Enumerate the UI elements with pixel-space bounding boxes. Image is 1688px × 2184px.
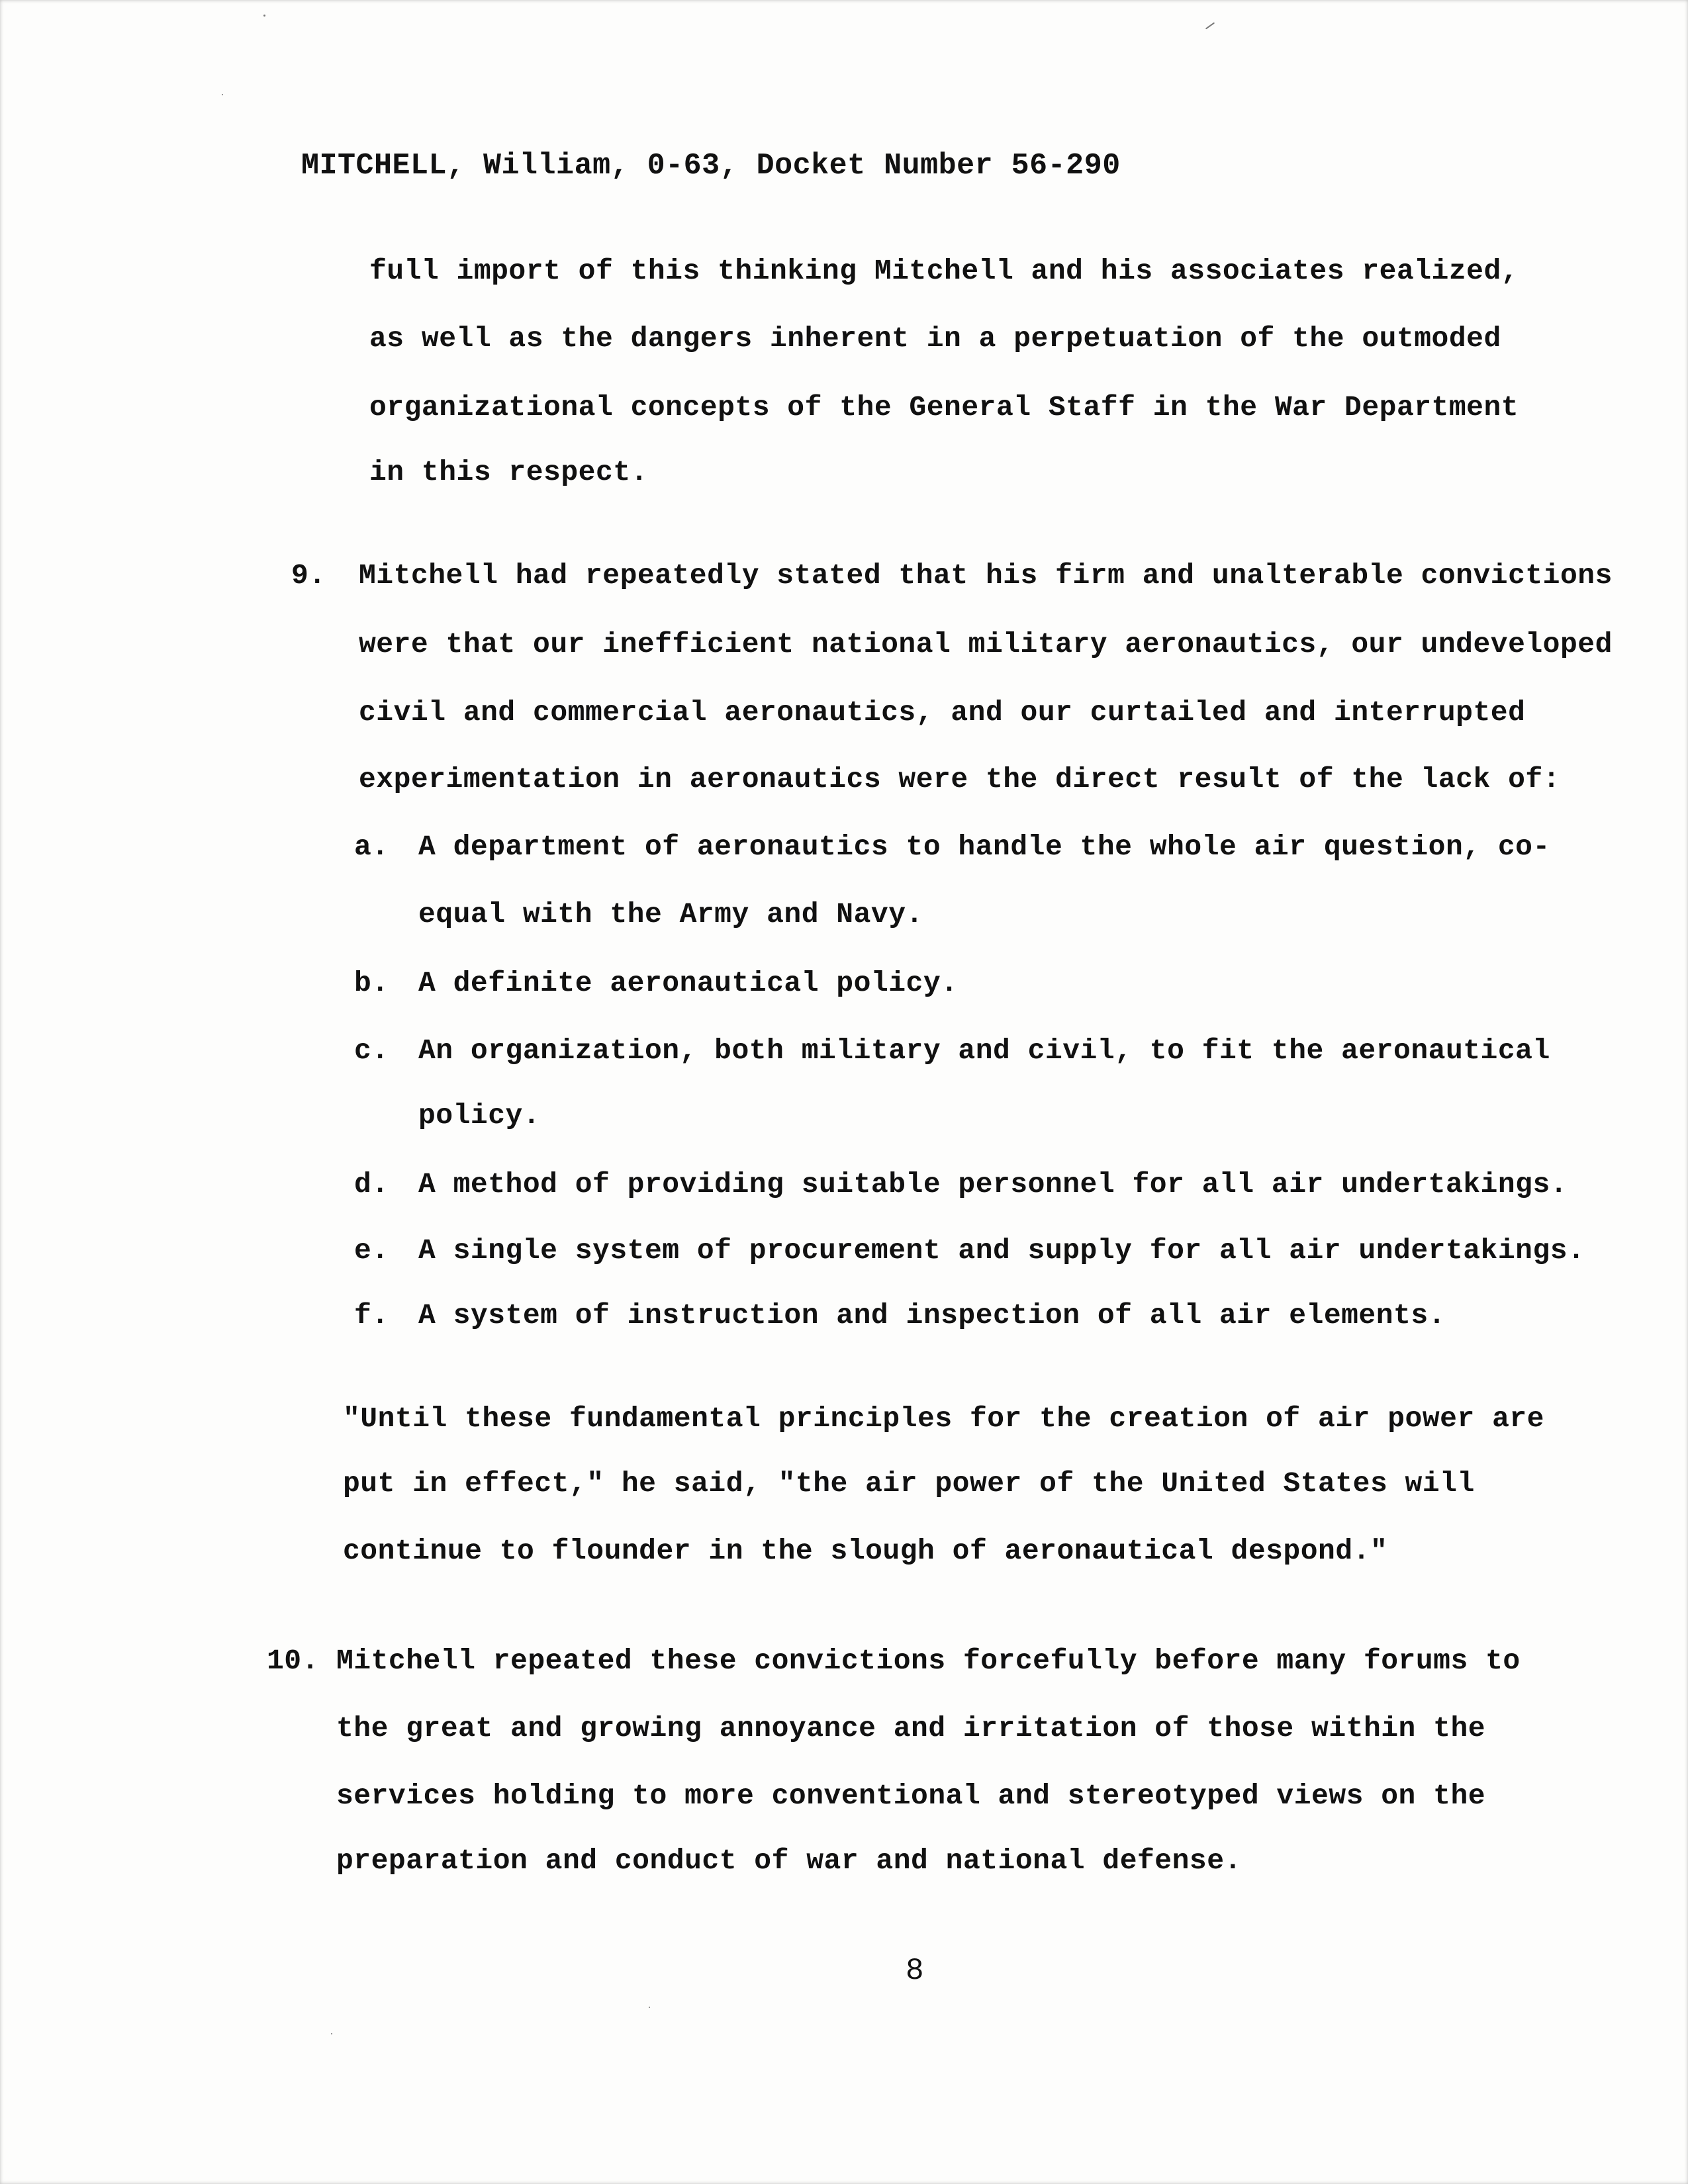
continuation-line-3: organizational concepts of the General Staff in the War Department	[369, 391, 1519, 424]
scan-speck	[331, 2033, 332, 2034]
paragraph-9-line-2: were that our inefficient national military aeronautics, our undeveloped	[359, 628, 1613, 660]
scan-speck	[1205, 23, 1215, 30]
paragraph-9-line-4: experimentation in aeronautics were the direct result of the lack of:	[359, 763, 1560, 796]
item-c-line-2: policy.	[418, 1099, 541, 1132]
continuation-line-2: as well as the dangers inherent in a perpetuation of the outmoded	[369, 322, 1501, 355]
paragraph-10-line-2: the great and growing annoyance and irritation of those within the	[336, 1712, 1486, 1745]
item-d-line-1: A method of providing suitable personnel for all air undertakings.	[418, 1168, 1568, 1201]
item-e-line-1: A single system of procurement and supply for all air undertakings.	[418, 1234, 1585, 1267]
paragraph-9-number: 9.	[291, 559, 326, 592]
paragraph-10-line-4: preparation and conduct of war and national defense.	[336, 1844, 1242, 1877]
quote-line-3: continue to flounder in the slough of aeronautical despond."	[343, 1535, 1388, 1567]
item-a-line-2: equal with the Army and Navy.	[418, 898, 923, 931]
item-f-label: f.	[354, 1299, 389, 1332]
docket-header: MITCHELL, William, 0-63, Docket Number 56-290	[301, 149, 1121, 183]
quote-line-2: put in effect," he said, "the air power of the United States will	[343, 1467, 1475, 1500]
paragraph-9-line-1: Mitchell had repeatedly stated that his firm and unalterable convictions	[359, 559, 1613, 592]
item-c-line-1: An organization, both military and civil, to fit the aeronautical	[418, 1034, 1550, 1067]
item-a-line-1: A department of aeronautics to handle the whole air question, co-	[418, 831, 1550, 863]
continuation-line-4: in this respect.	[369, 456, 648, 488]
item-f-line-1: A system of instruction and inspection of all air elements.	[418, 1299, 1446, 1332]
paragraph-9-line-3: civil and commercial aeronautics, and our curtailed and interrupted	[359, 696, 1526, 729]
scan-speck	[222, 94, 223, 95]
item-d-label: d.	[354, 1168, 389, 1201]
page-number: 8	[906, 1954, 925, 1988]
scan-speck	[649, 2007, 650, 2008]
item-b-line-1: A definite aeronautical policy.	[418, 967, 959, 999]
paragraph-10-number: 10.	[267, 1645, 319, 1677]
scan-speck	[263, 15, 265, 17]
item-a-label: a.	[354, 831, 389, 863]
paragraph-10-line-3: services holding to more conventional and stereotyped views on the	[336, 1780, 1486, 1812]
item-c-label: c.	[354, 1034, 389, 1067]
quote-line-1: "Until these fundamental principles for the creation of air power are	[343, 1402, 1544, 1435]
item-b-label: b.	[354, 967, 389, 999]
continuation-line-1: full import of this thinking Mitchell and his associates realized,	[369, 255, 1519, 287]
paragraph-10-line-1: Mitchell repeated these convictions forcefully before many forums to	[336, 1645, 1521, 1677]
item-e-label: e.	[354, 1234, 389, 1267]
